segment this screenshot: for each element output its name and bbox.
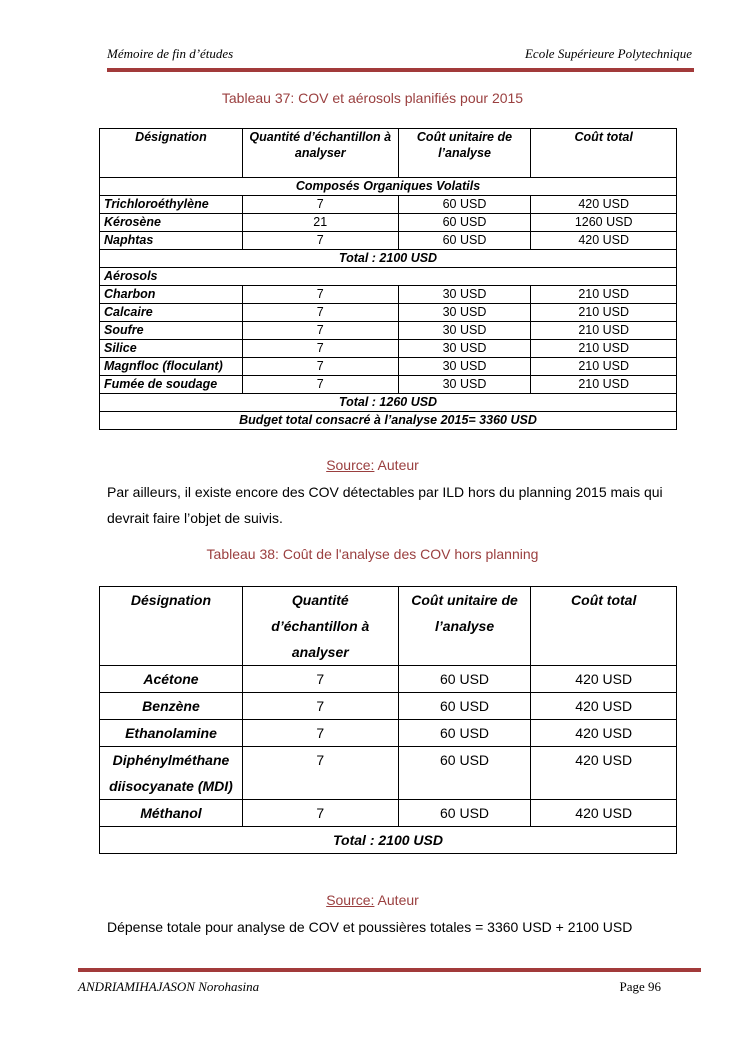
cell-total-cost: 420 USD — [531, 747, 677, 800]
footer-author: ANDRIAMIHAJASON Norohasina — [78, 979, 260, 994]
table37-caption: Tableau 37: COV et aérosols planifiés pour 2015 — [221, 90, 524, 106]
cell-designation: Soufre — [100, 322, 243, 340]
header-cell: Coût unitaire de l’analyse — [398, 129, 531, 178]
footer-page-number: Page 96 — [619, 979, 661, 994]
table38-caption: Tableau 38: Coût de l'analyse des COV hors planning — [206, 546, 539, 562]
table-row — [100, 340, 677, 358]
table-row — [100, 800, 677, 827]
table-row — [100, 304, 677, 322]
cell-total-cost: 420 USD — [531, 196, 677, 214]
table-row — [100, 720, 677, 747]
cell-designation: Silice — [100, 340, 243, 358]
cell-designation: Trichloroéthylène — [100, 196, 243, 214]
table-row — [100, 232, 677, 250]
paragraph-1: Par ailleurs, il existe encore des COV détectables par ILD hors du planning 2015 mais qui devrait faire l’objet de suivis. — [107, 484, 663, 526]
header-cell: Désignation — [100, 587, 243, 666]
header-left: Mémoire de fin d’études — [107, 46, 234, 61]
table-row — [100, 196, 677, 214]
cell-designation: Fumée de soudage — [100, 376, 243, 394]
cell-unit-cost: 60 USD — [398, 214, 531, 232]
cell-unit-cost: 60 USD — [398, 666, 531, 693]
table-row — [100, 358, 677, 376]
table-header-row — [100, 587, 677, 666]
header-cell: Quantité d’échantillon à analyser — [242, 129, 398, 178]
cell-quantity: 7 — [242, 720, 398, 747]
cell-total-cost: 210 USD — [531, 376, 677, 394]
cell-quantity: 7 — [242, 666, 398, 693]
cell-designation: Kérosène — [100, 214, 243, 232]
cell-total-cost: 420 USD — [531, 720, 677, 747]
cell-total-cost: 1260 USD — [531, 214, 677, 232]
cell-quantity: 7 — [242, 196, 398, 214]
cell-unit-cost: 30 USD — [398, 304, 531, 322]
source-value: Auteur — [374, 457, 419, 473]
cell-designation: Méthanol — [100, 800, 243, 827]
source-label: Source: — [326, 457, 375, 473]
cell-designation: Benzène — [100, 693, 243, 720]
cell-designation: Magnfloc (floculant) — [100, 358, 243, 376]
cell-designation: Acétone — [100, 666, 243, 693]
cell-unit-cost: 60 USD — [398, 196, 531, 214]
table38-source — [0, 892, 745, 908]
section-cov: Composés Organiques Volatils — [100, 178, 677, 196]
header-cell: Coût unitaire de l’analyse — [398, 587, 531, 666]
cell-designation: Naphtas — [100, 232, 243, 250]
table38-total: Total : 2100 USD — [100, 827, 677, 854]
cell-designation: Ethanolamine — [100, 720, 243, 747]
cell-quantity: 7 — [242, 376, 398, 394]
table37-source — [0, 457, 745, 473]
cell-quantity: 7 — [242, 693, 398, 720]
table38 — [99, 586, 677, 854]
cell-total-cost: 210 USD — [531, 358, 677, 376]
cell-quantity: 7 — [242, 232, 398, 250]
cell-quantity: 7 — [242, 322, 398, 340]
header-rule — [107, 68, 694, 72]
paragraph-2: Dépense totale pour analyse de COV et poussières totales = 3360 USD + 2100 USD — [107, 919, 633, 935]
cell-unit-cost: 30 USD — [398, 322, 531, 340]
header-cell: Coût total — [531, 129, 677, 178]
cell-quantity: 21 — [242, 214, 398, 232]
cell-total-cost: 210 USD — [531, 340, 677, 358]
cell-total-cost: 420 USD — [531, 232, 677, 250]
cell-quantity: 7 — [242, 358, 398, 376]
budget-total: Budget total consacré à l’analyse 2015= 3360 USD — [100, 412, 677, 430]
source-label: Source: — [326, 892, 375, 908]
cell-unit-cost: 60 USD — [398, 747, 531, 800]
table37 — [99, 128, 677, 430]
cell-unit-cost: 60 USD — [398, 720, 531, 747]
cell-designation: Diphénylméthane diisocyanate (MDI) — [100, 747, 243, 800]
cell-quantity: 7 — [242, 304, 398, 322]
table-row — [100, 286, 677, 304]
cell-quantity: 7 — [242, 286, 398, 304]
cell-designation: Calcaire — [100, 304, 243, 322]
cell-total-cost: 210 USD — [531, 322, 677, 340]
table-header-row — [100, 129, 677, 178]
cell-quantity: 7 — [242, 747, 398, 800]
header-cell: Désignation — [100, 129, 243, 178]
table-row — [100, 322, 677, 340]
cell-total-cost: 210 USD — [531, 286, 677, 304]
cell-unit-cost: 30 USD — [398, 358, 531, 376]
cell-unit-cost: 60 USD — [398, 232, 531, 250]
header-right: Ecole Supérieure Polytechnique — [524, 46, 692, 61]
table-row — [100, 693, 677, 720]
cell-unit-cost: 60 USD — [398, 693, 531, 720]
cell-quantity: 7 — [242, 800, 398, 827]
table-row — [100, 747, 677, 800]
cell-total-cost: 420 USD — [531, 800, 677, 827]
cell-quantity: 7 — [242, 340, 398, 358]
cell-unit-cost: 60 USD — [398, 800, 531, 827]
source-value: Auteur — [374, 892, 419, 908]
cov-total: Total : 2100 USD — [100, 250, 677, 268]
section-aerosols: Aérosols — [100, 268, 677, 286]
footer-rule — [78, 968, 701, 972]
cell-unit-cost: 30 USD — [398, 340, 531, 358]
cell-total-cost: 420 USD — [531, 693, 677, 720]
cell-total-cost: 210 USD — [531, 304, 677, 322]
aerosol-total: Total : 1260 USD — [100, 394, 677, 412]
table-row — [100, 376, 677, 394]
cell-designation: Charbon — [100, 286, 243, 304]
header-cell: Coût total — [531, 587, 677, 666]
table-row — [100, 214, 677, 232]
header-cell: Quantité d’échantillon à analyser — [242, 587, 398, 666]
cell-unit-cost: 30 USD — [398, 376, 531, 394]
cell-unit-cost: 30 USD — [398, 286, 531, 304]
table-row — [100, 666, 677, 693]
cell-total-cost: 420 USD — [531, 666, 677, 693]
